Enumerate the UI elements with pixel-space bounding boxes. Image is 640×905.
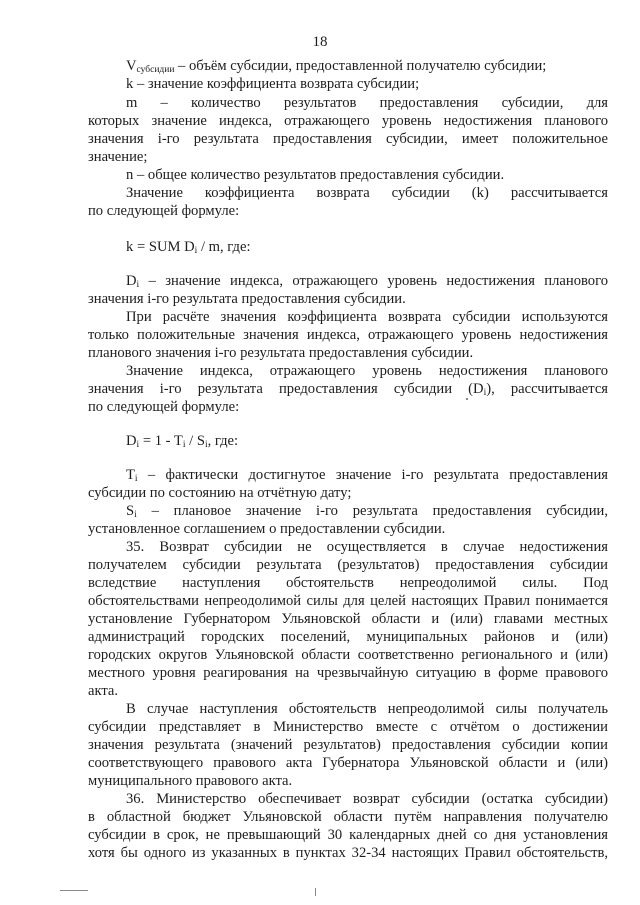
paragraph-line: значения i-го результата предоставления субсидии. bbox=[88, 291, 406, 307]
paragraph-line: В случае наступления обстоятельств непреодолимой силы получатель bbox=[126, 701, 608, 717]
paragraph-line: субсидии по состоянию на отчётную дату; bbox=[88, 485, 352, 501]
text-run: S bbox=[126, 503, 135, 519]
paragraph-line: администраций городских поселений, муниципальных районов и (или) bbox=[88, 629, 608, 645]
text-run: T bbox=[126, 467, 135, 483]
paragraph-line: только положительные значения индекса, отражающего уровень недостижения bbox=[88, 327, 608, 343]
paragraph-line: вследствие наступления обстоятельств непреодолимой силы. Под bbox=[88, 575, 608, 591]
text-run: = 1 - T bbox=[139, 433, 183, 449]
text-run: , где: bbox=[207, 433, 239, 449]
text-run: D bbox=[126, 273, 137, 289]
subscript: i bbox=[194, 246, 198, 256]
text-run: – объём субсидии, предоставленной получателю субсидии; bbox=[174, 58, 547, 74]
paragraph-line: значения i-го результата предоставления субсидии, имеет положительное bbox=[88, 131, 608, 147]
paragraph-line: установление Губернатором Ульяновской области и (или) главами местных bbox=[88, 611, 608, 627]
subscript: i bbox=[204, 440, 208, 450]
subscript: i bbox=[136, 280, 140, 290]
subscript: i bbox=[134, 510, 137, 520]
subscript: i bbox=[134, 474, 138, 484]
paragraph-line: установленное соглашением о предоставлении субсидии. bbox=[88, 521, 446, 537]
paragraph-line: k – значение коэффициента возврата субсидии; bbox=[126, 76, 420, 92]
subscript: i bbox=[182, 440, 186, 450]
paragraph-line: Значение коэффициента возврата субсидии (k) рассчитывается bbox=[126, 185, 608, 201]
text-run: k = SUM D bbox=[126, 239, 195, 255]
paragraph-line: субсидии представляет в Министерство вместе с отчётом о достижении bbox=[88, 719, 608, 735]
paragraph-line bbox=[126, 502, 608, 520]
paragraph-line: субсидии в срок, не превышающий 30 календарных дней со дня установления bbox=[88, 827, 608, 843]
scan-artifact bbox=[466, 398, 468, 400]
paragraph-line: по следующей формуле: bbox=[88, 399, 240, 415]
paragraph-line bbox=[88, 380, 608, 398]
text-run: / S bbox=[185, 433, 205, 449]
text-run: V bbox=[126, 58, 137, 74]
formula-k bbox=[126, 238, 608, 256]
subscript: i bbox=[483, 388, 487, 398]
paragraph-line: значения результата (значений результатов) предоставления субсидии копии bbox=[88, 737, 608, 753]
paragraph-line: муниципального правового акта. bbox=[88, 773, 293, 789]
paragraph-line: соответствующего правового акта Губернатора Ульяновской области и (или) bbox=[88, 755, 608, 771]
text-run: – плановое значение i-го результата предоставления субсидии, bbox=[136, 503, 608, 519]
text-run: – значение индекса, отражающего уровень недостижения планового bbox=[139, 273, 608, 289]
paragraph-line: акта. bbox=[88, 683, 119, 699]
scan-artifact bbox=[60, 890, 88, 891]
paragraph-line: хотя бы одного из указанных в пунктах 32-34 настоящих Правил обстоятельств, bbox=[88, 845, 608, 861]
paragraph-line: n – общее количество результатов предоставления субсидии. bbox=[126, 167, 505, 183]
text-run: D bbox=[126, 433, 137, 449]
text-run: / m, где: bbox=[197, 239, 251, 255]
paragraph-line bbox=[126, 466, 608, 484]
page-number: 18 bbox=[312, 34, 328, 50]
paragraph-line: которых значение индекса, отражающего уровень недостижения планового bbox=[88, 113, 608, 129]
subscript: i bbox=[136, 440, 140, 450]
text-run: ), рассчитывается bbox=[486, 381, 609, 397]
paragraph-line: городских округов Ульяновской области соответственно регионального и (или) bbox=[88, 647, 608, 663]
paragraph-line: При расчёте значения коэффициента возврата субсидии используются bbox=[126, 309, 608, 325]
paragraph-line: по следующей формуле: bbox=[88, 203, 240, 219]
paragraph-line: обстоятельствами непреодолимой силы для целей настоящих Правил понимается bbox=[88, 593, 608, 609]
paragraph-line: планового значения i-го результата предоставления субсидии. bbox=[88, 345, 474, 361]
paragraph-line: местного уровня реагирования на чрезвычайную ситуацию в форме правового bbox=[88, 665, 608, 681]
paragraph-line: Значение индекса, отражающего уровень недостижения планового bbox=[126, 363, 608, 379]
paragraph-line: 35. Возврат субсидии не осуществляется в случае недостижения bbox=[126, 539, 608, 555]
paragraph-line: m – количество результатов предоставления субсидии, для bbox=[126, 95, 608, 111]
formula-d bbox=[126, 432, 238, 450]
paragraph-line bbox=[126, 57, 608, 75]
scan-artifact bbox=[315, 888, 316, 896]
paragraph-line: 36. Министерство обеспечивает возврат субсидии (остатка субсидии) bbox=[126, 791, 608, 807]
paragraph-line bbox=[126, 272, 608, 290]
paragraph-line: значение; bbox=[88, 149, 148, 165]
paragraph-line: получателем субсидии результата (результатов) предоставления субсидии bbox=[88, 557, 608, 573]
text-run: – фактически достигнутое значение i-го результата предоставления bbox=[137, 467, 608, 483]
paragraph-line: в областной бюджет Ульяновской области путём направления получателю bbox=[88, 809, 608, 825]
text-run: значения i-го результата предоставления субсидии (D bbox=[88, 381, 484, 397]
subscript: субсидии bbox=[136, 65, 175, 75]
